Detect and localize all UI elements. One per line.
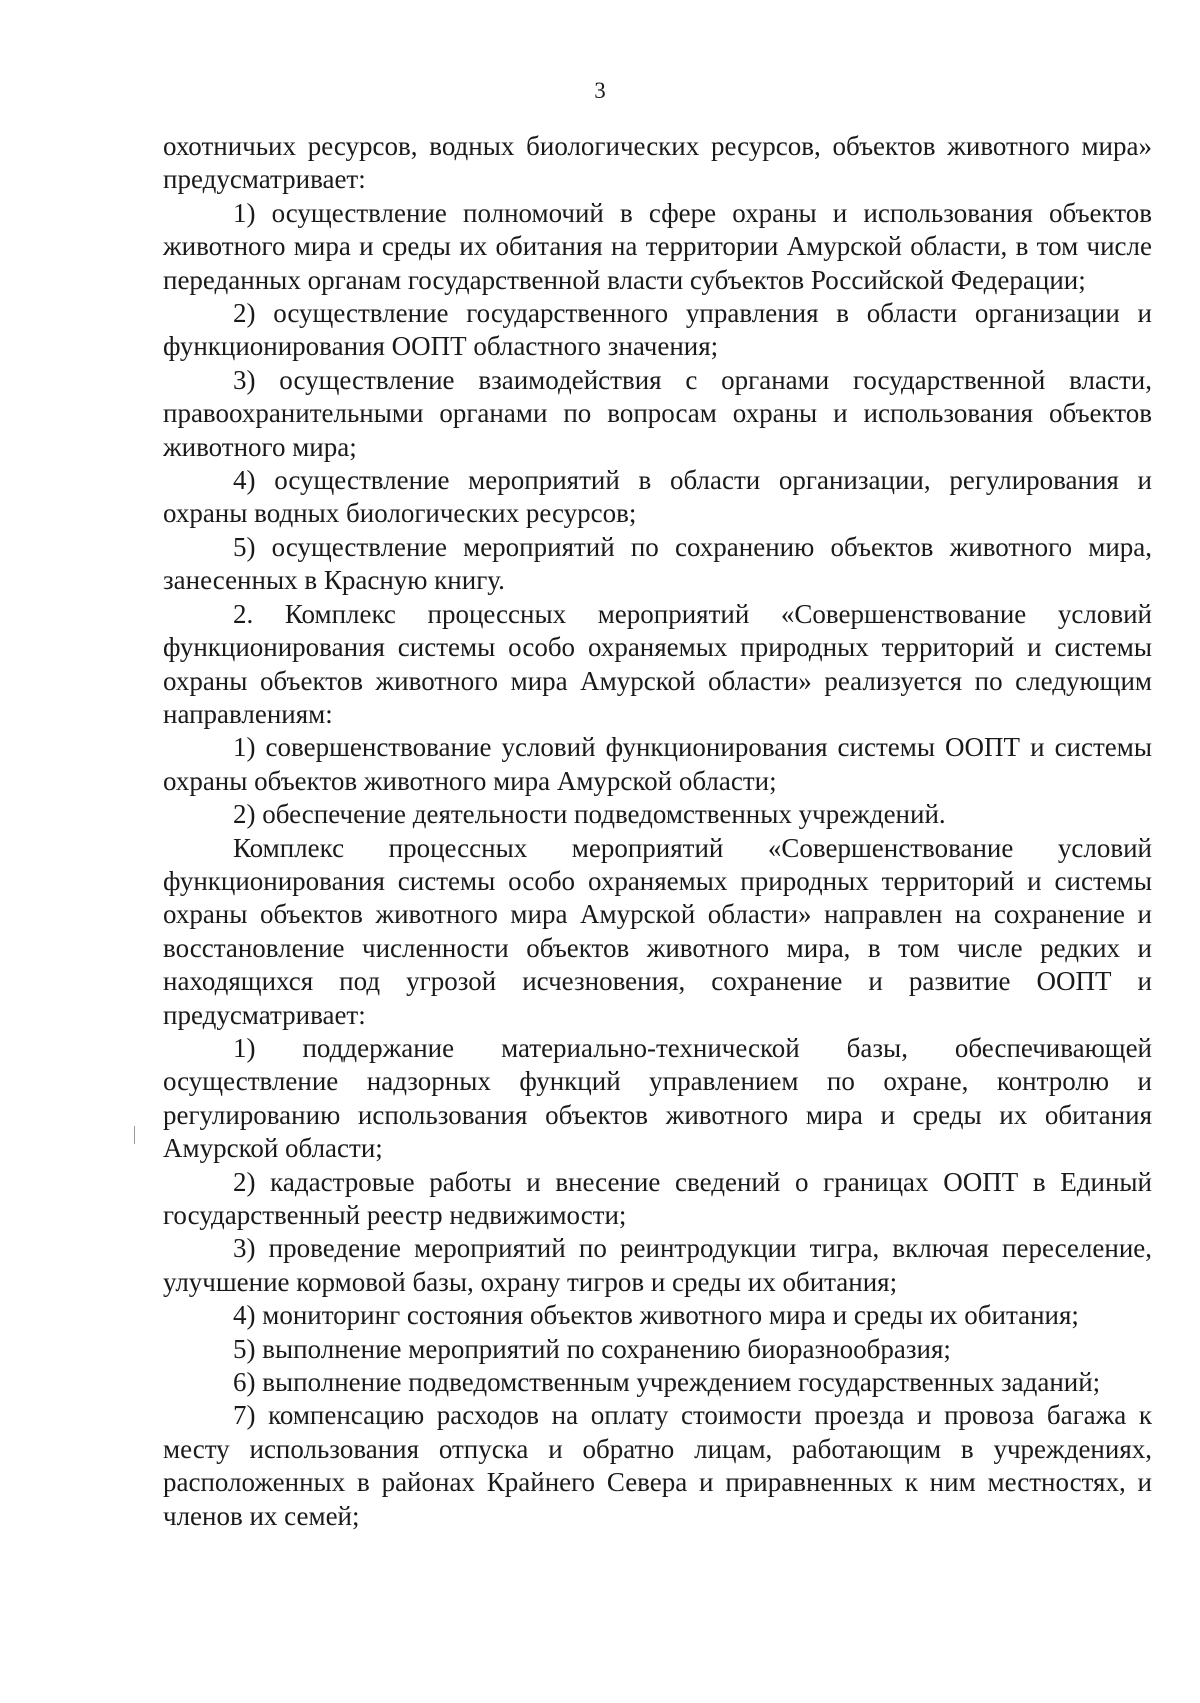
paragraph-item-5: 5) осуществление мероприятий по сохранению объектов животного мира, занесенных в Красную книгу. [163,531,1152,596]
paragraph-complex-description: Комплекс процессных мероприятий «Совершенствование условий функционирования системы особо охраняемых природных территорий и системы охраны объектов животного мира Амурской области» направлен на сохранение и восстановление численности объектов животного мира, в том числе редких и находящихся под угрозой исчезновения, сохранение и развитие ООПТ и предусматривает: [163,832,1152,1030]
paragraph-measure-6: 6) выполнение подведомственным учреждением государственных заданий; [233,1367,1101,1398]
paragraph-measure-1: 1) поддержание материально-технической базы, обеспечивающей осуществление надзорных функций управлением по охране, контролю и регулированию использования объектов животного мира и среды их обитания Амурской области; [163,1032,1152,1164]
paragraph-continuation: охотничьих ресурсов, водных биологических ресурсов, объектов животного мира» предусматривает: [163,131,1152,195]
paragraph-item-2: 2) осуществление государственного управления в области организации и функционирования ООПТ областного значения; [163,298,1152,362]
paragraph-direction-1: 1) совершенствование условий функционирования системы ООПТ и системы охраны объектов животного мира Амурской области; [163,732,1152,796]
paragraph-measure-5: 5) выполнение мероприятий по сохранению биоразнообразия; [233,1333,951,1364]
paragraph-measure-7: 7) компенсацию расходов на оплату стоимости проезда и провоза багажа к месту использования отпуска и обратно лицам, работающим в учреждениях, расположенных в районах Крайнего Севера и приравненных к ним местностях, и членов их семей; [163,1400,1152,1531]
paragraph-item-4: 4) осуществление мероприятий в области организации, регулирования и охраны водных биологических ресурсов; [163,465,1152,529]
scan-mark [134,1126,135,1144]
paragraph-direction-2: 2) обеспечение деятельности подведомственных учреждений. [233,799,946,830]
document-body [163,130,1152,1533]
paragraph-measure-3: 3) проведение мероприятий по реинтродукции тигра, включая переселение, улучшение кормовой базы, охрану тигров и среды их обитания; [163,1233,1152,1297]
paragraph-item-1: 1) осуществление полномочий в сфере охраны и использования объектов животного мира и среды их обитания на территории Амурской области, в том числе переданных органам государственной власти субъектов Российской Федерации; [163,197,1152,295]
paragraph-measure-2: 2) кадастровые работы и внесение сведений о границах ООПТ в Единый государственный реестр недвижимости; [163,1166,1152,1230]
paragraph-item-3: 3) осуществление взаимодействия с органами государственной власти, правоохранительными органами по вопросам охраны и использования объектов животного мира; [163,364,1152,462]
page-number: 3 [594,78,606,103]
paragraph-section-2: 2. Комплекс процессных мероприятий «Совершенствование условий функционирования системы особо охраняемых природных территорий и системы охраны объектов животного мира Амурской области» реализуется по следующим направлениям: [163,598,1152,729]
paragraph-measure-4: 4) мониторинг состояния объектов животного мира и среды их обитания; [233,1300,1079,1331]
